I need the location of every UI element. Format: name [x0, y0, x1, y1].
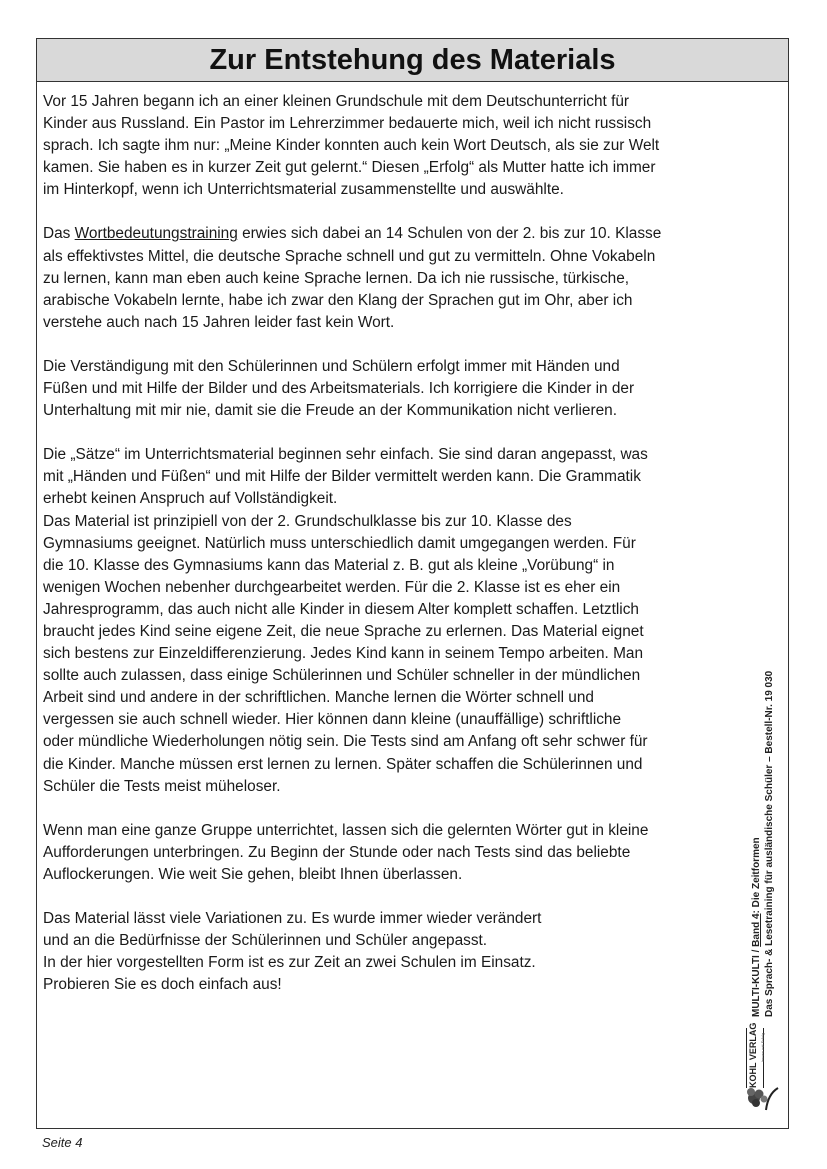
publisher-tagline: lernen mit Erfolg [760, 1032, 765, 1062]
text-line: In der hier vorgestellten Form ist es zur Zeit an zwei Schulen im Einsatz. [43, 954, 536, 972]
band-topic: : Die Zeitformen [751, 837, 762, 914]
text-line [43, 223, 713, 245]
text-line: zu lernen, kann man eben auch keine Sprache lernen. Da ich nie russische, türkische, [43, 269, 630, 287]
paragraph-5 [43, 511, 713, 798]
text-line: Aufforderungen unterbringen. Zu Beginn der Stunde oder nach Tests sind das beliebte [43, 843, 631, 861]
text-line: Unterhaltung mit mir nie, damit sie die Freude an der Kommunikation nicht verlieren. [43, 402, 617, 420]
series-name: MULTI-KULTI / [751, 946, 762, 1017]
paragraph-1 [43, 91, 713, 201]
text-line: braucht jedes Kind seine eigene Zeit, die neue Sprache zu erlernen. Das Material eignet [43, 622, 644, 640]
text-line: Füßen und mit Hilfe der Bilder und des Arbeitsmaterials. Ich korrigiere die Kinder in der [43, 380, 635, 398]
series-line-1 [750, 657, 763, 1017]
text-line: kamen. Sie haben es in kurzer Zeit gut gelernt.“ Diesen „Erfolg“ als Mutter hatte ich immer [43, 159, 656, 177]
text-line: Probieren Sie es doch einfach aus! [43, 976, 282, 994]
text-line: Die Verständigung mit den Schülerinnen und Schülern erfolgt immer mit Händen und [43, 357, 620, 375]
paragraph-4 [43, 444, 713, 510]
text-line: im Hinterkopf, wenn ich Unterrichtsmaterial zusammenstellte und auswählte. [43, 181, 564, 199]
text-line: Arbeit sind und andere in der schriftlichen. Manche lernen die Wörter schnell und [43, 689, 594, 707]
text-line: Vor 15 Jahren begann ich an einer kleinen Grundschule mit dem Deutschunterricht für [43, 93, 630, 110]
text-line: Das Material ist prinzipiell von der 2. Grundschulklasse bis zur 10. Klasse des [43, 512, 572, 530]
text-line: sollte auch zulassen, dass einige Schülerinnen und Schüler schneller in der mündlichen [43, 667, 641, 685]
text-line: Die „Sätze“ im Unterrichtsmaterial beginnen sehr einfach. Sie sind daran angepasst, was [43, 446, 648, 464]
title-bar [37, 39, 788, 82]
publisher-name: KOHL VERLAG [746, 1028, 764, 1088]
text-line: verstehe auch nach 15 Jahren leider fast kein Wort. [43, 313, 395, 331]
series-line-2: Das Sprach- & Lesetraining für ausländische Schüler – Bestell-Nr. 19 030 [764, 670, 775, 1017]
underlined-term: Wortbedeutungstraining [74, 225, 238, 243]
page-title: Zur Entstehung des Materials [209, 43, 616, 76]
paragraph-2 [43, 223, 713, 333]
body-text [43, 91, 713, 996]
paragraph-3 [43, 356, 713, 422]
text-line: die 10. Klasse des Gymnasiums kann das Material z. B. gut als kleine „Vorübung“ in [43, 556, 615, 574]
text-line: Schüler die Tests meist müheloser. [43, 777, 281, 795]
text-line: Das Material lässt viele Variationen zu. Es wurde immer wieder verändert [43, 910, 542, 927]
text-line: als effektivstes Mittel, die deutsche Sprache schnell und gut zu vermitteln. Ohne Vokabeln [43, 247, 656, 265]
band-label: Band 4 [751, 913, 762, 947]
paragraph-7 [43, 908, 713, 996]
page-number: Seite 4 [42, 1135, 83, 1150]
text-line: arabische Vokabeln lernte, habe ich zwar den Klang der Sprachen gut im Ohr, aber ich [43, 291, 633, 309]
series-sidebar [750, 657, 790, 1017]
text-line: die Kinder. Manche müssen erst lernen zu lernen. Später schaffen die Schülerinnen und [43, 755, 643, 773]
text-line: Auflockerungen. Wie weit Sie gehen, bleibt Ihnen überlassen. [43, 865, 463, 883]
text-fragment: erwies sich dabei an 14 Schulen von der 2. bis zur 10. Klasse [237, 225, 662, 243]
text-line: wenigen Wochen nebenher durchgearbeitet werden. Für die 2. Klasse ist es eher ein [43, 578, 621, 596]
text-line: Gymnasiums geeignet. Natürlich muss unterschiedlich damit umgegangen werden. Für [43, 534, 636, 552]
text-line: Jahresprogramm, das auch nicht alle Kinder in diesem Alter komplett schaffen. Letztlich [43, 600, 639, 618]
text-line: Kinder aus Russland. Ein Pastor im Lehrerzimmer bedauerte mich, weil ich nicht russisch [43, 115, 652, 133]
publisher-logo [744, 1022, 788, 1112]
text-line: Wenn man eine ganze Gruppe unterrichtet, lassen sich die gelernten Wörter gut in kleine [43, 821, 649, 839]
text-line: vergessen sie auch schnell wieder. Hier können dann kleine (unauffällige) schriftliche [43, 711, 622, 729]
text-line: sprach. Ich sagte ihm nur: „Meine Kinder konnten auch kein Wort Deutsch, als sie zur Welt [43, 137, 660, 155]
paragraph-6 [43, 820, 713, 886]
text-fragment: Das [43, 225, 75, 243]
text-line: oder mündliche Wiederholungen nötig sein. Die Tests sind am Anfang oft sehr schwer für [43, 733, 648, 751]
text-line: mit „Händen und Füßen“ und mit Hilfe der Bilder vermittelt werden kann. Die Grammatik [43, 468, 641, 486]
text-line: erhebt keinen Anspruch auf Vollständigkeit. [43, 490, 338, 508]
text-line: sich bestens zur Einzeldifferenzierung. Jedes Kind kann in seinem Tempo arbeiten. Man [43, 645, 644, 663]
text-line: und an die Bedürfnisse der Schülerinnen und Schüler angepasst. [43, 932, 488, 950]
